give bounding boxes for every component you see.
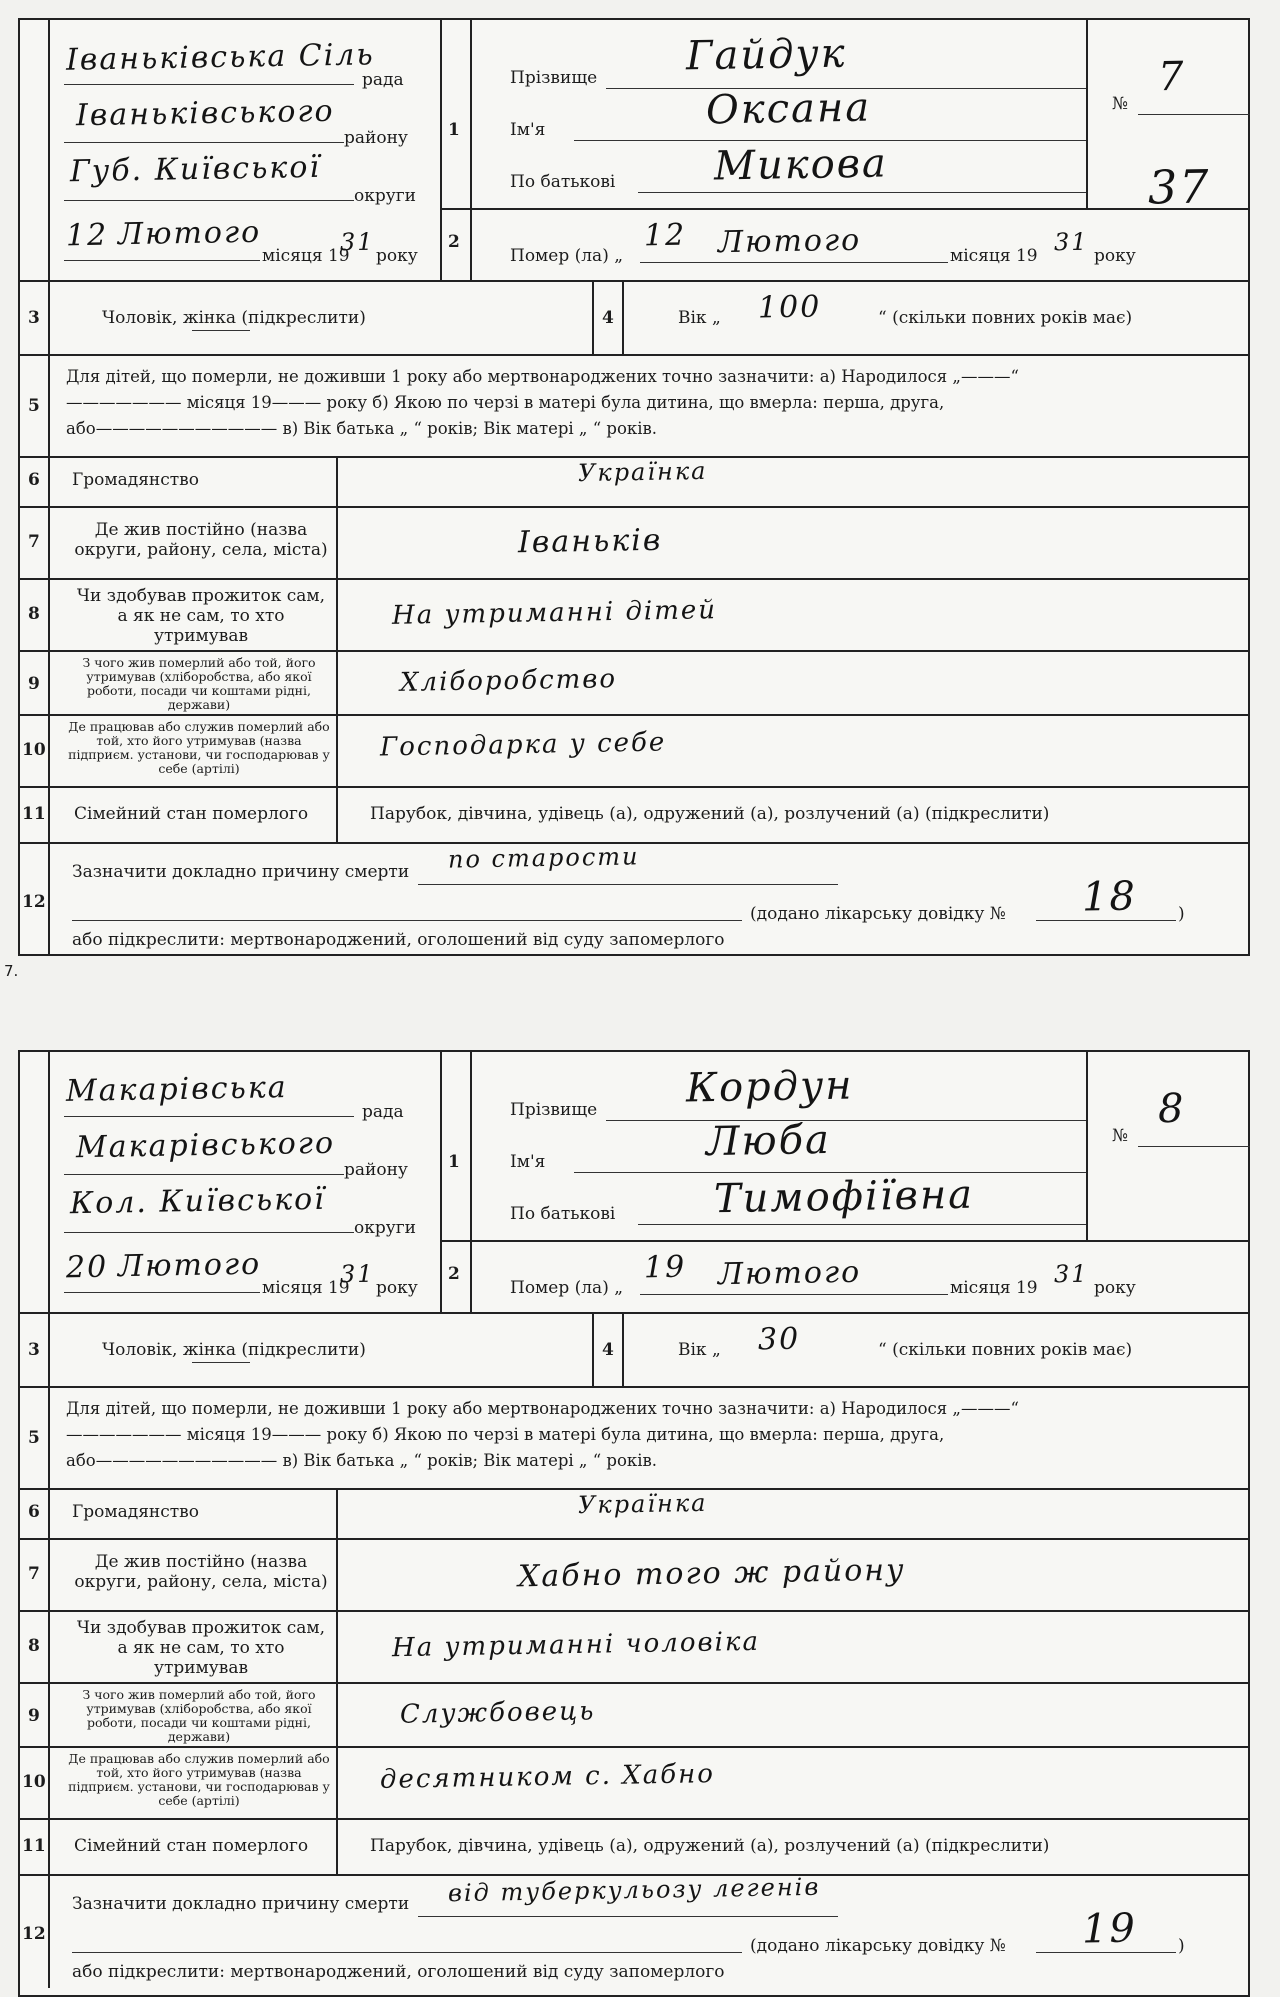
row-10-number: 10 xyxy=(22,1772,46,1792)
underline xyxy=(638,192,1086,193)
certificate-label: (додано лікарську довідку № xyxy=(750,1936,1006,1956)
cause-value: від туберкульозу легенів xyxy=(447,1872,821,1908)
residence-value: Хабно того ж району xyxy=(517,1552,906,1595)
child-paragraph xyxy=(66,364,1226,442)
rule xyxy=(440,1240,1250,1242)
rule xyxy=(18,1610,1250,1612)
death-year: 31 xyxy=(1053,227,1089,257)
underline xyxy=(64,1232,354,1233)
patronymic-value: Тимофіївна xyxy=(713,1171,975,1223)
residence-label: Де жив постійно (назва округи, району, села, міста) xyxy=(74,1552,328,1592)
occupation-label: З чого жив померлий або той, його утримував (хліборобства, або якої роботи, посади чи коштами рідні, держави) xyxy=(82,655,316,712)
death-day: 12 xyxy=(643,217,687,254)
record-number: 7 xyxy=(1157,53,1186,101)
rule xyxy=(18,1818,1250,1820)
row-9-number: 9 xyxy=(28,674,40,694)
death-date-label: Помер (ла) „ xyxy=(510,246,624,266)
underline xyxy=(72,1952,742,1953)
child-line-3: або——————————— в) Вік батька „ “ років; Вік матері „ “ років. xyxy=(66,419,658,438)
rule xyxy=(440,1050,442,1312)
citizenship-label: Громадянство xyxy=(72,1502,199,1522)
residence-value: Іваньків xyxy=(517,522,663,561)
row-5-number: 5 xyxy=(28,1428,40,1448)
livelihood-value: На утриманні чоловіка xyxy=(391,1626,761,1664)
row-12-number: 12 xyxy=(22,1924,46,1944)
date-year-label: року xyxy=(376,246,418,266)
age-hint: “ (скільки повних років має) xyxy=(878,308,1133,328)
row-10-number: 10 xyxy=(22,740,46,760)
age-hint: “ (скільки повних років має) xyxy=(878,1340,1133,1360)
name-value: Оксана xyxy=(705,84,872,134)
row-8-number: 8 xyxy=(28,604,40,624)
rule xyxy=(18,1538,1250,1540)
row-1-number: 1 xyxy=(448,120,460,140)
rayon-label: району xyxy=(344,1160,408,1180)
rayon-label: району xyxy=(344,128,408,148)
underline xyxy=(64,84,354,85)
date-month: Лютого xyxy=(117,1246,262,1285)
rule xyxy=(18,578,1250,580)
rule xyxy=(48,18,50,956)
rule xyxy=(1086,1050,1088,1240)
sex-underline xyxy=(192,1362,250,1363)
rada-label: рада xyxy=(362,70,404,90)
rule xyxy=(622,1312,624,1386)
row-4-number: 4 xyxy=(602,308,614,328)
rule xyxy=(18,280,1250,282)
livelihood-value: На утриманні дітей xyxy=(391,595,718,631)
number-label: № xyxy=(1112,1126,1129,1146)
age-label: Вік „ xyxy=(678,308,721,328)
rule xyxy=(18,1682,1250,1684)
underline xyxy=(418,1916,838,1917)
death-record-8 xyxy=(18,1050,1250,1997)
cause-label: Зазначити докладно причину смерти xyxy=(72,862,410,882)
death-date-label: Помер (ла) „ xyxy=(510,1278,624,1298)
okruha-value: Губ. Київської xyxy=(69,149,322,190)
date-day: 20 xyxy=(65,1249,109,1286)
corner-mark: 37 xyxy=(1147,159,1212,215)
rule xyxy=(18,1312,1250,1314)
occupation-value: Службовець xyxy=(399,1696,596,1730)
citizenship-value: Українка xyxy=(577,456,708,488)
certificate-number: 18 xyxy=(1081,873,1138,921)
row-6-number: 6 xyxy=(28,1502,40,1522)
rule xyxy=(1086,18,1088,208)
underline xyxy=(64,1116,354,1117)
death-day: 19 xyxy=(643,1249,687,1286)
date-year-label: року xyxy=(376,1278,418,1298)
underline xyxy=(1036,1952,1176,1953)
surname-value: Кордун xyxy=(685,1062,854,1112)
okruha-value: Кол. Київської xyxy=(69,1181,327,1222)
surname-label: Прізвище xyxy=(510,68,598,88)
row-1-number: 1 xyxy=(448,1152,460,1172)
rule xyxy=(592,280,594,354)
date-month: Лютого xyxy=(117,214,262,253)
death-month-label: місяця 19 xyxy=(950,246,1038,266)
age-value: 100 xyxy=(757,289,822,326)
family-label: Сімейний стан померлого xyxy=(74,804,309,824)
rule xyxy=(336,456,338,842)
child-line-2: ——————— місяця 19——— року б) Якою по черзі в матері була дитина, що вмерла: перша, друга, xyxy=(66,1425,945,1444)
cause-label: Зазначити докладно причину смерти xyxy=(72,1894,410,1914)
underline xyxy=(1036,920,1176,921)
death-year: 31 xyxy=(1053,1259,1089,1289)
stillborn-label: або підкреслити: мертвонароджений, оголошений від суду запомерлого xyxy=(72,1962,725,1982)
rayon-value: Макарівського xyxy=(75,1125,336,1166)
rule xyxy=(440,18,442,280)
number-label: № xyxy=(1112,94,1129,114)
underline xyxy=(606,1120,1086,1121)
citizenship-value: Українка xyxy=(577,1488,708,1520)
name-value: Люба xyxy=(705,1116,832,1166)
death-month: Лютого xyxy=(717,1254,862,1293)
sex-label: Чоловік, жінка (підкреслити) xyxy=(102,1340,366,1360)
stillborn-label: або підкреслити: мертвонароджений, оголошений від суду запомерлого xyxy=(72,930,725,950)
name-label: Ім'я xyxy=(510,1152,546,1172)
rayon-value: Іваньківського xyxy=(75,93,335,134)
underline xyxy=(64,260,260,261)
date-year: 31 xyxy=(339,1259,375,1289)
residence-label: Де жив постійно (назва округи, району, села, міста) xyxy=(74,520,328,560)
rule xyxy=(18,354,1250,356)
row-12-number: 12 xyxy=(22,892,46,912)
certificate-label: (додано лікарську довідку № xyxy=(750,904,1006,924)
rule xyxy=(18,650,1250,652)
underline xyxy=(640,1294,948,1295)
rule xyxy=(18,714,1250,716)
child-line-2: ——————— місяця 19——— року б) Якою по черзі в матері була дитина, що вмерла: перша, друга, xyxy=(66,393,945,412)
underline xyxy=(574,1172,1086,1173)
rule xyxy=(440,208,1250,210)
underline xyxy=(64,142,344,143)
date-day: 12 xyxy=(65,217,109,254)
death-month-label: місяця 19 xyxy=(950,1278,1038,1298)
rule xyxy=(48,1050,50,1988)
row-7-number: 7 xyxy=(28,532,40,552)
underline xyxy=(64,200,354,201)
row-6-number: 6 xyxy=(28,470,40,490)
death-year-label: року xyxy=(1094,1278,1136,1298)
row-4-number: 4 xyxy=(602,1340,614,1360)
underline xyxy=(72,920,742,921)
workplace-value: десятником с. Хабно xyxy=(379,1759,716,1795)
age-value: 30 xyxy=(757,1321,801,1358)
underline xyxy=(640,262,948,263)
patronymic-label: По батькові xyxy=(510,1204,616,1224)
rada-label: рада xyxy=(362,1102,404,1122)
row-3-number: 3 xyxy=(28,308,40,328)
name-label: Ім'я xyxy=(510,120,546,140)
sex-label: Чоловік, жінка (підкреслити) xyxy=(102,308,366,328)
rada-value: Іваньківська Сіль xyxy=(65,37,376,78)
workplace-value: Господарка у себе xyxy=(379,727,667,763)
rule xyxy=(18,786,1250,788)
row-2-number: 2 xyxy=(448,1264,460,1284)
rule xyxy=(470,18,472,280)
rule xyxy=(622,280,624,354)
child-paragraph xyxy=(66,1396,1226,1474)
livelihood-label: Чи здобував прожиток сам, а як не сам, то хто утримував xyxy=(76,586,326,646)
workplace-label: Де працював або служив померлий або той, хто його утримував (назва підприєм. установи, чи господарював у себе (артілі) xyxy=(68,719,330,776)
rule xyxy=(336,1488,338,1874)
livelihood-label: Чи здобував прожиток сам, а як не сам, то хто утримував xyxy=(76,1618,326,1678)
underline xyxy=(64,1174,344,1175)
workplace-label: Де працював або служив померлий або той, хто його утримував (назва підприєм. установи, чи господарював у себе (артілі) xyxy=(68,1751,330,1808)
row-9-number: 9 xyxy=(28,1706,40,1726)
child-line-1: Для дітей, що померли, не доживши 1 року або мертвонароджених точно зазначити: а) Народилося „———“ xyxy=(66,1399,1019,1418)
underline xyxy=(1138,114,1250,115)
rule xyxy=(470,1050,472,1312)
certificate-close: ) xyxy=(1178,1936,1185,1956)
okruha-label: округи xyxy=(354,186,416,206)
death-record-7 xyxy=(18,18,1250,956)
row-11-number: 11 xyxy=(22,1836,46,1856)
underline xyxy=(64,1292,260,1293)
date-year: 31 xyxy=(339,227,375,257)
certificate-number: 19 xyxy=(1081,1905,1138,1953)
death-year-label: року xyxy=(1094,246,1136,266)
certificate-close: ) xyxy=(1178,904,1185,924)
family-options: Парубок, дівчина, удівець (а), одружений (а), розлучений (а) (підкреслити) xyxy=(370,1836,1050,1856)
occupation-label: З чого жив померлий або той, його утримував (хліборобства, або якої роботи, посади чи коштами рідні, держави) xyxy=(82,1687,316,1744)
rada-value: Макарівська xyxy=(65,1070,288,1109)
family-options: Парубок, дівчина, удівець (а), одружений (а), розлучений (а) (підкреслити) xyxy=(370,804,1050,824)
row-7-number: 7 xyxy=(28,1564,40,1584)
page-margin-number: 7. xyxy=(4,962,19,980)
row-2-number: 2 xyxy=(448,232,460,252)
child-line-3: або——————————— в) Вік батька „ “ років; Вік матері „ “ років. xyxy=(66,1451,658,1470)
occupation-value: Хліборобство xyxy=(399,664,618,698)
family-label: Сімейний стан померлого xyxy=(74,1836,309,1856)
date-month-label: місяця 19 xyxy=(262,246,350,266)
underline xyxy=(418,884,838,885)
row-3-number: 3 xyxy=(28,1340,40,1360)
surname-value: Гайдук xyxy=(685,30,847,80)
sex-underline xyxy=(192,330,250,331)
row-5-number: 5 xyxy=(28,396,40,416)
row-11-number: 11 xyxy=(22,804,46,824)
okruha-label: округи xyxy=(354,1218,416,1238)
child-line-1: Для дітей, що померли, не доживши 1 року або мертвонароджених точно зазначити: а) Народилося „———“ xyxy=(66,367,1019,386)
underline xyxy=(1138,1146,1250,1147)
patronymic-value: Микова xyxy=(713,140,889,190)
row-8-number: 8 xyxy=(28,1636,40,1656)
citizenship-label: Громадянство xyxy=(72,470,199,490)
patronymic-label: По батькові xyxy=(510,172,616,192)
age-label: Вік „ xyxy=(678,1340,721,1360)
rule xyxy=(18,506,1250,508)
underline xyxy=(638,1224,1086,1225)
rule xyxy=(18,1386,1250,1388)
rule xyxy=(592,1312,594,1386)
cause-value: по старости xyxy=(447,842,640,874)
death-month: Лютого xyxy=(717,222,862,261)
record-number: 8 xyxy=(1157,1085,1186,1133)
date-month-label: місяця 19 xyxy=(262,1278,350,1298)
surname-label: Прізвище xyxy=(510,1100,598,1120)
rule xyxy=(18,1746,1250,1748)
